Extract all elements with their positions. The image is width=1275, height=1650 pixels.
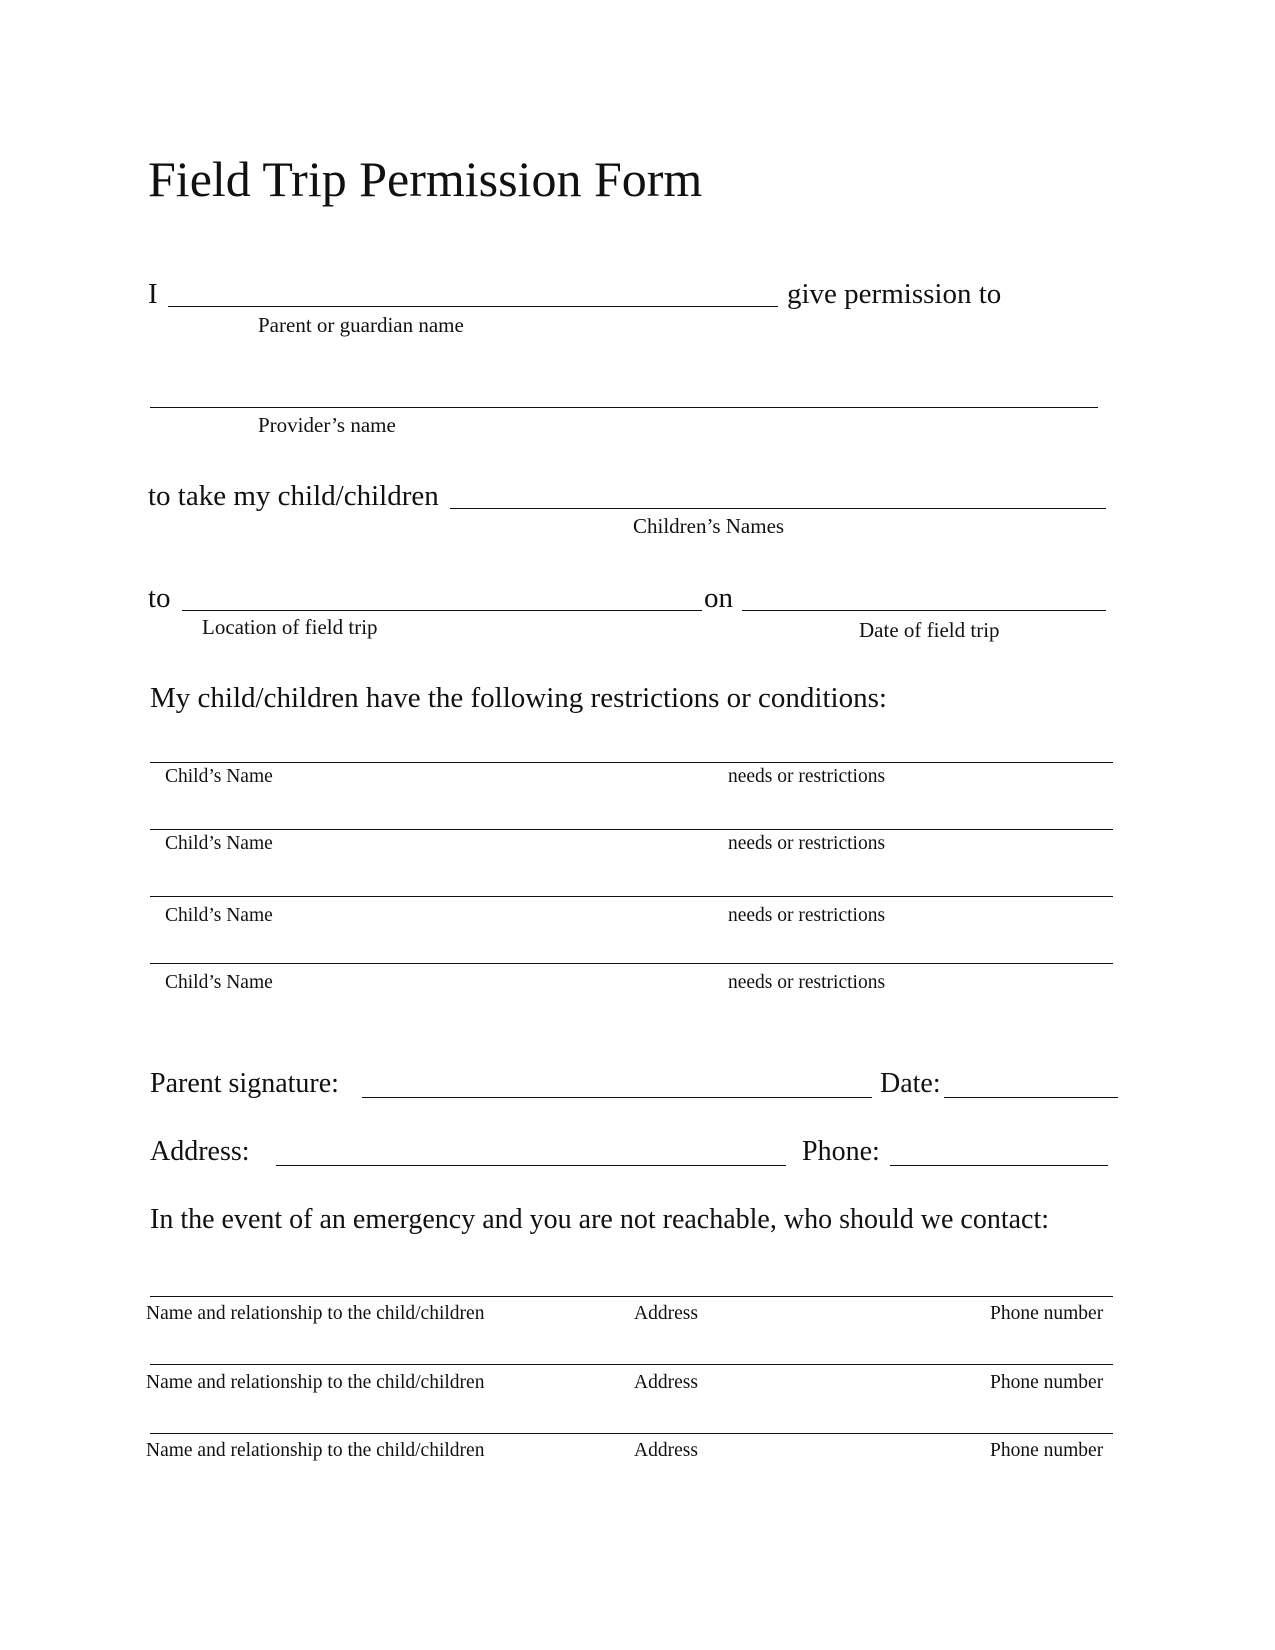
restriction-row-1-name-caption: Child’s Name [165,766,273,787]
page-title: Field Trip Permission Form [148,151,703,207]
restriction-row-3-needs-caption: needs or restrictions [728,905,886,926]
restriction-row-3-field[interactable] [150,896,1113,897]
emergency-row-2-name-caption: Name and relationship to the child/children [146,1372,485,1393]
restriction-row-2-needs-caption: needs or restrictions [728,833,886,854]
date-label: Date: [880,1068,941,1099]
children-prefix: to take my child/children [148,480,439,512]
phone-field[interactable] [890,1165,1108,1166]
provider-name-field[interactable] [150,407,1098,408]
restriction-row-2-name-caption: Child’s Name [165,833,273,854]
address-label: Address: [150,1136,250,1167]
trip-location-field[interactable] [182,610,702,611]
parent-name-caption: Parent or guardian name [258,313,464,337]
emergency-row-1-address-caption: Address [634,1303,698,1324]
children-names-field[interactable] [450,508,1106,509]
restriction-row-4-field[interactable] [150,963,1113,964]
emergency-row-2-address-caption: Address [634,1372,698,1393]
children-names-caption: Children’s Names [633,514,785,538]
emergency-row-3-address-caption: Address [634,1440,698,1461]
restriction-row-1-needs-caption: needs or restrictions [728,766,886,787]
emergency-row-3-name-caption: Name and relationship to the child/children [146,1440,485,1461]
restriction-row-4-name-caption: Child’s Name [165,972,273,993]
trip-date-caption: Date of field trip [859,618,1000,642]
restriction-row-4-needs-caption: needs or restrictions [728,972,886,993]
trip-to-label: to [148,582,171,614]
permission-suffix: give permission to [787,278,1002,310]
emergency-row-1-phone-caption: Phone number [990,1303,1104,1324]
trip-location-caption: Location of field trip [202,615,378,639]
emergency-row-1-field[interactable] [150,1296,1113,1297]
emergency-row-3-phone-caption: Phone number [990,1440,1104,1461]
parent-name-field[interactable] [168,306,778,307]
permission-prefix: I [148,278,158,310]
restriction-row-1-field[interactable] [150,762,1113,763]
emergency-row-1-name-caption: Name and relationship to the child/children [146,1303,485,1324]
signature-date-field[interactable] [944,1097,1118,1098]
trip-on-label: on [704,582,733,614]
parent-signature-label: Parent signature: [150,1068,339,1099]
emergency-heading: In the event of an emergency and you are not reachable, who should we contact: [150,1204,1050,1235]
phone-label: Phone: [802,1136,880,1167]
restriction-row-3-name-caption: Child’s Name [165,905,273,926]
emergency-row-3-field[interactable] [150,1433,1113,1434]
provider-name-caption: Provider’s name [258,413,396,437]
restrictions-heading: My child/children have the following restrictions or conditions: [150,682,887,714]
parent-signature-field[interactable] [362,1097,872,1098]
address-field[interactable] [276,1165,786,1166]
emergency-row-2-field[interactable] [150,1364,1113,1365]
trip-date-field[interactable] [742,610,1106,611]
restriction-row-2-field[interactable] [150,829,1113,830]
emergency-row-2-phone-caption: Phone number [990,1372,1104,1393]
